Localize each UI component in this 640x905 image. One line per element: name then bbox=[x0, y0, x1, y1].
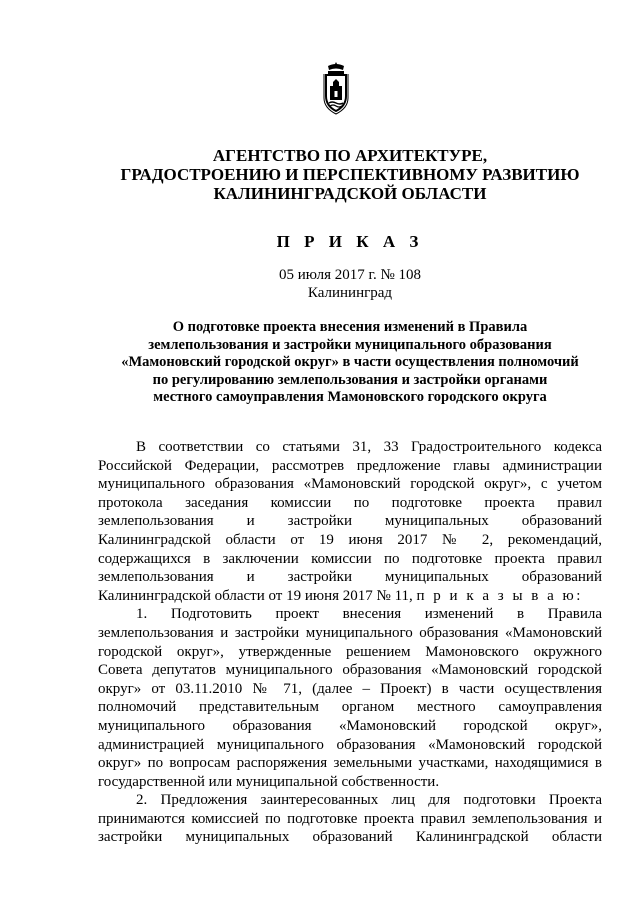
text-line: Калининградской области от 19 июня 2017 № 2, рекомендаций, bbox=[98, 531, 602, 548]
document-type: П Р И К А З bbox=[276, 232, 424, 251]
text-line: принимаются комиссией по подготовке проекта правил землепользования и bbox=[98, 810, 602, 827]
subject-line: местного самоуправления Мамоновского городского округа bbox=[153, 389, 547, 405]
subject-line: «Мамоновский городской округ» в части осуществления полномочий bbox=[121, 354, 579, 370]
text-line: муниципального образования «Мамоновский городской округ», bbox=[98, 717, 602, 734]
text-line: округ» от 03.11.2010 № 71, (далее – Проект) в части осуществления bbox=[98, 680, 602, 697]
text-line: 1. Подготовить проект внесения изменений в Правила bbox=[136, 606, 602, 623]
text-line: полномочий представительным органом местного самоуправления bbox=[98, 699, 602, 716]
text-line: Совета депутатов муниципального образования «Мамоновский городской bbox=[98, 662, 602, 679]
subject-line: землепользования и застройки муниципального образования bbox=[148, 336, 552, 353]
text-line: Российской Федерации, рассмотрев предложение главы администрации bbox=[98, 457, 602, 474]
text-line: содержащихся в заключении комиссии по подготовке проекта правил bbox=[98, 550, 602, 567]
paragraph-item-2 bbox=[98, 791, 602, 847]
agency-line: ГРАДОСТРОЕНИЮ И ПЕРСПЕКТИВНОМУ РАЗВИТИЮ bbox=[120, 165, 580, 184]
text-line: округ» по вопросам распоряжения земельными участками, находящимися в bbox=[98, 755, 602, 772]
text-line: протокола заседания комиссии по подготовке проекта правил bbox=[98, 494, 602, 511]
text-line: землепользования и застройки муниципальных образований bbox=[98, 513, 602, 530]
text-line: застройки муниципальных образований Калининградской области bbox=[98, 829, 602, 846]
text-line bbox=[98, 587, 602, 606]
order-subject bbox=[90, 319, 610, 407]
text-line: землепользования и застройки муниципальных образований bbox=[98, 569, 602, 586]
agency-line: АГЕНТСТВО ПО АРХИТЕКТУРЕ, bbox=[212, 146, 488, 165]
order-word: п р и к а з ы в а ю: bbox=[416, 587, 583, 604]
text-line: В соответствии со статьями 31, 33 Градостроительного кодекса bbox=[136, 439, 602, 455]
paragraph-preamble bbox=[98, 438, 602, 605]
text-line: землепользования и застройки муниципального образования «Мамоновский bbox=[98, 624, 602, 641]
text-line: 2. Предложения заинтересованных лиц для подготовки Проекта bbox=[136, 792, 602, 809]
city: Калининград bbox=[307, 285, 393, 301]
text-line: муниципального образования «Мамоновский городской округ», с учетом bbox=[98, 476, 602, 493]
text-fragment: Калининградской области от 19 июня 2017 № 11, bbox=[98, 587, 417, 604]
subject-line: О подготовке проекта внесения изменений в Правила bbox=[172, 319, 528, 335]
subject-line: по регулированию землепользования и застройки органами bbox=[152, 371, 548, 388]
text-line: городской округ», утвержденные решением Мамоновского окружного bbox=[98, 643, 602, 660]
coat-of-arms-icon bbox=[322, 60, 350, 116]
paragraph-item-1 bbox=[98, 605, 602, 791]
agency-name bbox=[90, 146, 610, 203]
text-line: администрацией муниципального образования «Мамоновский городской bbox=[98, 736, 602, 753]
document-body bbox=[98, 438, 602, 847]
agency-line: КАЛИНИНГРАДСКОЙ ОБЛАСТИ bbox=[213, 184, 487, 203]
document-date-block bbox=[90, 266, 610, 302]
text-line: государственной или муниципальной собственности. bbox=[98, 773, 440, 790]
date-number: 05 июля 2017 г. № 108 bbox=[278, 267, 422, 283]
